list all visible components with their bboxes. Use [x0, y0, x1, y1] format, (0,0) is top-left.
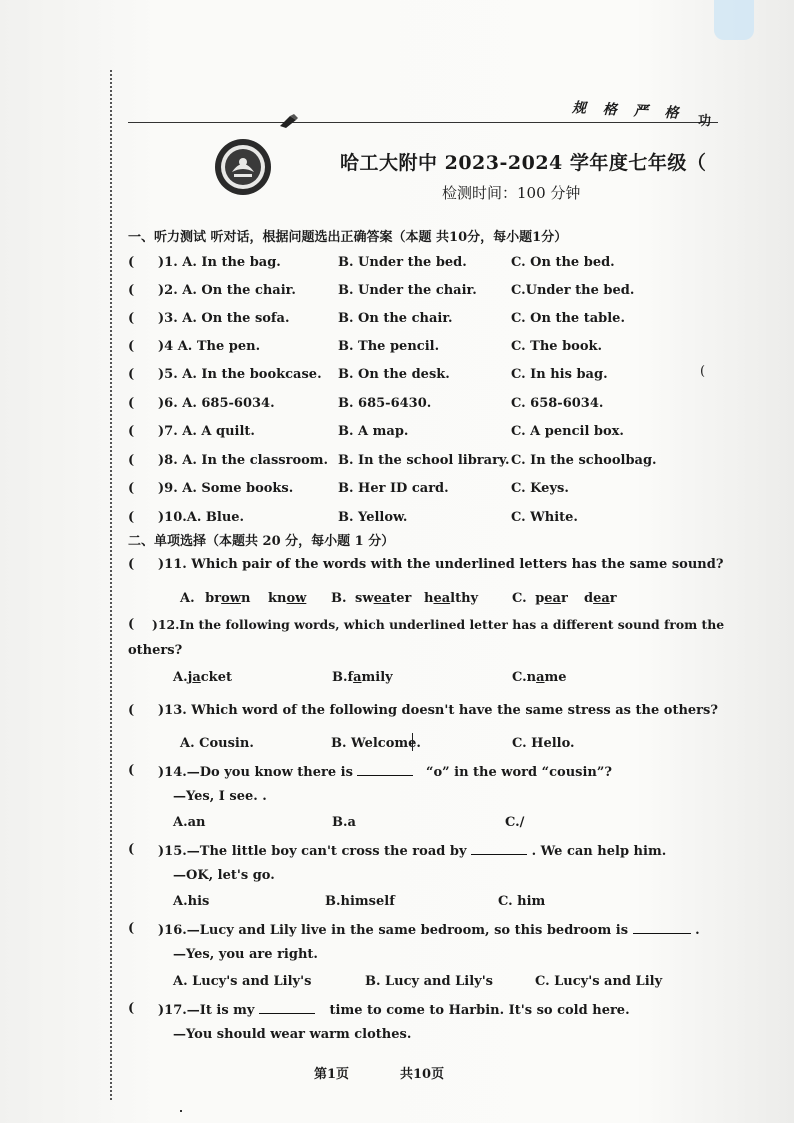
listening-option-c: C. Keys.	[511, 481, 569, 496]
q12-option-b: B.family	[332, 670, 393, 685]
listening-option-c: C. On the bed.	[511, 255, 615, 270]
q11-option-b: B. sweater	[331, 591, 412, 606]
listening-option-a: )7. A. A quilt.	[158, 424, 255, 439]
listening-option-a: )5. A. In the bookcase.	[158, 367, 322, 382]
q16-text: )16.—Lucy and Lily live in the same bedroom, so this bedroom is .	[158, 923, 700, 938]
listening-option-c: C. On the table.	[511, 311, 625, 326]
q17-blank[interactable]	[259, 1001, 315, 1014]
q13-paren: (	[128, 703, 135, 718]
listening-option-a: )1. A. In the bag.	[158, 255, 281, 270]
listening-answer-bracket[interactable]: (	[128, 311, 135, 326]
page-total: 共10页	[400, 1067, 445, 1082]
listening-option-c: C. In his bag.	[511, 367, 608, 382]
q16-paren: (	[128, 921, 135, 936]
binding-margin-line	[110, 70, 112, 1100]
q13-option-b: B. Welcome.	[331, 736, 421, 751]
listening-item	[0, 255, 794, 275]
school-motto: 规 格 严 格	[571, 100, 685, 122]
listening-item	[0, 453, 794, 473]
q12-text-cont: others?	[128, 643, 183, 658]
exam-duration: 检测时间：100 分钟	[442, 184, 581, 202]
scan-speck	[180, 1110, 182, 1112]
listening-option-b: B. The pencil.	[338, 339, 440, 354]
q14-option-c: C./	[505, 815, 525, 830]
q17-text: )17.—It is my time to come to Harbin. It's so cold here.	[158, 1003, 630, 1018]
q15-blank[interactable]	[471, 842, 527, 855]
listening-answer-bracket[interactable]: (	[128, 396, 135, 411]
q11-option-a: A. brown	[180, 591, 251, 606]
listening-answer-bracket[interactable]: (	[128, 481, 135, 496]
q14-option-b: B.a	[332, 815, 356, 830]
q11-paren: (	[128, 557, 135, 572]
q14-reply: —Yes, I see. .	[173, 789, 267, 804]
q15-text: )15.—The little boy can't cross the road by . We can help him.	[158, 844, 667, 859]
listening-item	[0, 396, 794, 416]
q14-blank[interactable]	[357, 763, 413, 776]
header-rule	[128, 122, 718, 123]
listening-item	[0, 339, 794, 359]
q13-text: )13. Which word of the following doesn't have the same stress as the others?	[158, 703, 718, 718]
q17-paren: (	[128, 1001, 135, 1016]
listening-option-b: B. Under the chair.	[338, 283, 477, 298]
listening-answer-bracket[interactable]: (	[128, 510, 135, 525]
q17-reply: —You should wear warm clothes.	[173, 1027, 412, 1042]
q16-reply: —Yes, you are right.	[173, 947, 318, 962]
listening-option-c: C.Under the bed.	[511, 283, 635, 298]
listening-item	[0, 510, 794, 530]
listening-option-a: )4 A. The pen.	[158, 339, 261, 354]
listening-option-a: )3. A. On the sofa.	[158, 311, 290, 326]
q12-option-a: A.jacket	[173, 670, 232, 685]
q16-option-b: B. Lucy and Lily's	[365, 974, 493, 989]
listening-answer-bracket[interactable]: (	[128, 367, 135, 382]
exam-title: 哈工大附中 2023-2024 学年度七年级（	[340, 152, 707, 174]
pen-nib-icon	[278, 112, 300, 130]
school-motto-tail: 功	[698, 114, 712, 129]
section-1-heading: 一、听力测试 听对话，根据问题选出正确答案（本题 共10分，每小题1分）	[128, 230, 568, 245]
q15-paren: (	[128, 842, 135, 857]
listening-answer-bracket[interactable]: (	[128, 453, 135, 468]
q15-option-b: B.himself	[325, 894, 395, 909]
listening-option-c: C. 658-6034.	[511, 396, 604, 411]
listening-item	[0, 367, 794, 387]
listening-option-b: B. On the chair.	[338, 311, 453, 326]
listening-answer-bracket[interactable]: (	[128, 424, 135, 439]
listening-item	[0, 311, 794, 331]
q13-option-a: A. Cousin.	[180, 736, 254, 751]
listening-option-b: B. Her ID card.	[338, 481, 449, 496]
listening-answer-bracket[interactable]: (	[128, 339, 135, 354]
listening-option-a: )10.A. Blue.	[158, 510, 245, 525]
listening-option-b: B. Under the bed.	[338, 255, 467, 270]
q12-option-c: C.name	[512, 670, 567, 685]
listening-option-a: )2. A. On the chair.	[158, 283, 296, 298]
q15-reply: —OK, let's go.	[173, 868, 275, 883]
page-number: 第1页	[314, 1067, 350, 1082]
q12-text: )12.In the following words, which underlined letter has a different sound from the	[152, 617, 725, 632]
q13-option-c: C. Hello.	[512, 736, 575, 751]
listening-option-a: )6. A. 685-6034.	[158, 396, 275, 411]
q14-text: )14.—Do you know there is “o” in the word “cousin”?	[158, 765, 612, 780]
text-cursor	[412, 733, 413, 751]
listening-option-c: C. White.	[511, 510, 578, 525]
listening-option-c: C. A pencil box.	[511, 424, 624, 439]
section-2-heading: 二、单项选择（本题共 20 分，每小题 1 分）	[128, 534, 395, 549]
q12-paren: (	[128, 617, 135, 632]
q15-option-a: A.his	[173, 894, 210, 909]
listening-item	[0, 481, 794, 501]
q16-option-a: A. Lucy's and Lily's	[173, 974, 312, 989]
listening-option-c: C. The book.	[511, 339, 603, 354]
q11-option-c-word2: dear	[584, 591, 617, 606]
q14-paren: (	[128, 763, 135, 778]
q11-option-c: C. pear	[512, 591, 568, 606]
q16-blank[interactable]	[633, 921, 691, 934]
listening-item	[0, 424, 794, 444]
school-logo-icon	[214, 138, 272, 196]
stray-mark: (	[700, 364, 706, 379]
listening-option-a: )8. A. In the classroom.	[158, 453, 329, 468]
q14-option-a: A.an	[173, 815, 206, 830]
q11-option-b-word2: healthy	[424, 591, 479, 606]
listening-option-b: B. Yellow.	[338, 510, 408, 525]
q11-text: )11. Which pair of the words with the underlined letters has the same sound?	[158, 557, 724, 572]
listening-answer-bracket[interactable]: (	[128, 283, 135, 298]
listening-option-a: )9. A. Some books.	[158, 481, 294, 496]
listening-option-b: B. In the school library.	[338, 453, 510, 468]
q11-option-a-word2: know	[268, 591, 307, 606]
listening-option-b: B. 685-6430.	[338, 396, 432, 411]
listening-option-c: C. In the schoolbag.	[511, 453, 657, 468]
q15-option-c: C. him	[498, 894, 546, 909]
listening-answer-bracket[interactable]: (	[128, 255, 135, 270]
listening-option-b: B. On the desk.	[338, 367, 450, 382]
q16-option-c: C. Lucy's and Lily	[535, 974, 663, 989]
listening-item	[0, 283, 794, 303]
listening-option-b: B. A map.	[338, 424, 409, 439]
photo-glare	[714, 0, 754, 40]
